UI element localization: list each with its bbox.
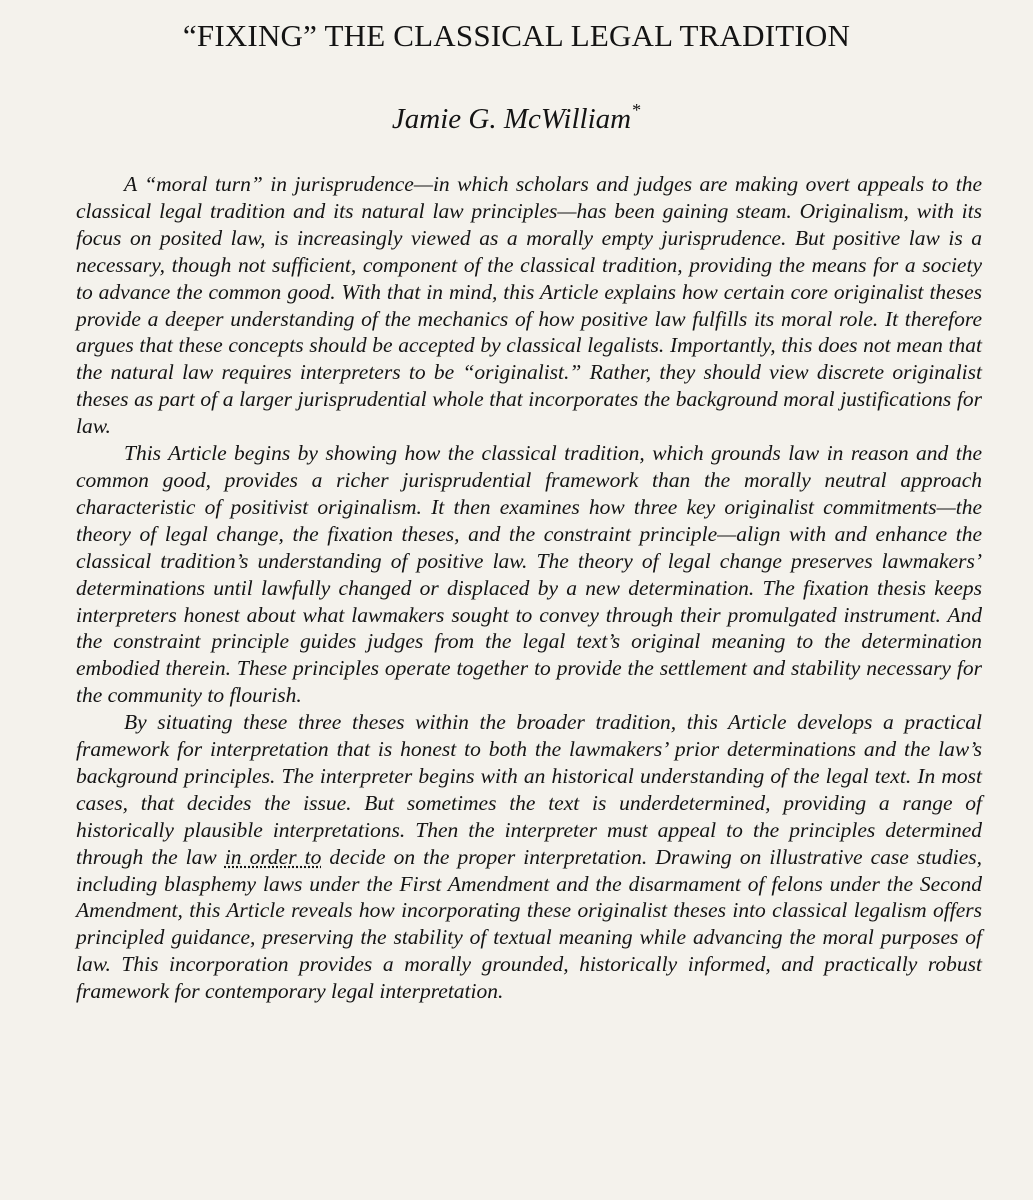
author-name: Jamie G. McWilliam xyxy=(391,103,632,135)
abstract-paragraph-3 xyxy=(76,709,982,1005)
abstract-paragraph-1: A “moral turn” in jurisprudence—in which scholars and judges are making overt appeals to the classical legal tradition and its natural law principles—has been gaining steam. Originalism, with its focus on posited law, is increasingly viewed as a morally empty jurisprudence. But positive law is a necessary, though not sufficient, component of the classical tradition, providing the means for a society to advance the common good. With that in mind, this Article explains how certain core originalist theses provide a deeper understanding of the mechanics of how positive law fulfills its moral role. It therefore argues that these concepts should be accepted by classical legalists. Importantly, this does not mean that the natural law requires interpreters to be “originalist.” Rather, they should view discrete originalist theses as part of a larger jurisprudential whole that incorporates the background moral justifications for law. xyxy=(76,172,982,439)
paragraph-3-text-before: By situating these three theses within the broader tradition, this Article develops a practical framework for interpretation that is honest to both the lawmakers’ prior determinations and the law’s background principles. The interpreter begins with an historical understanding of the legal text. In most cases, that decides the issue. But sometimes the text is underdetermined, providing a range of historically plausible interpretations. Then the interpreter must appeal to the principles determined through the law xyxy=(76,710,982,869)
author-line xyxy=(0,100,1033,136)
abstract xyxy=(76,171,982,1005)
paragraph-3-text-after: decide on the proper interpretation. Drawing on illustrative case studies, including blasphemy laws under the First Amendment and the disarmament of felons under the Second Amendment, this Article reveals how incorporating these originalist theses into classical legalism offers principled guidance, preserving the stability of textual meaning while advancing the moral purposes of law. This incorporation provides a morally grounded, historically informed, and practically robust framework for contemporary legal interpretation. xyxy=(76,844,982,1004)
abstract-paragraph-2: This Article begins by showing how the classical tradition, which grounds law in reason and the common good, provides a richer jurisprudential framework than the morally neutral approach characteristic of positivist originalism. It then examines how three key originalist commitments—the theory of legal change, the fixation theses, and the constraint principle—align with and enhance the classical tradition’s understanding of positive law. The theory of legal change preserves lawmakers’ determinations until lawfully changed or displaced by a new determination. The fixation thesis keeps interpreters honest about what lawmakers sought to convey through their promulgated instrument. And the constraint principle guides judges from the legal text’s original meaning to the determination embodied therein. These principles operate together to provide the settlement and stability necessary for the community to flourish. xyxy=(76,441,982,708)
author-footnote-mark: * xyxy=(632,100,642,120)
underlined-phrase: in order to xyxy=(224,844,322,869)
article-title: “FIXING” THE CLASSICAL LEGAL TRADITION xyxy=(182,18,851,53)
